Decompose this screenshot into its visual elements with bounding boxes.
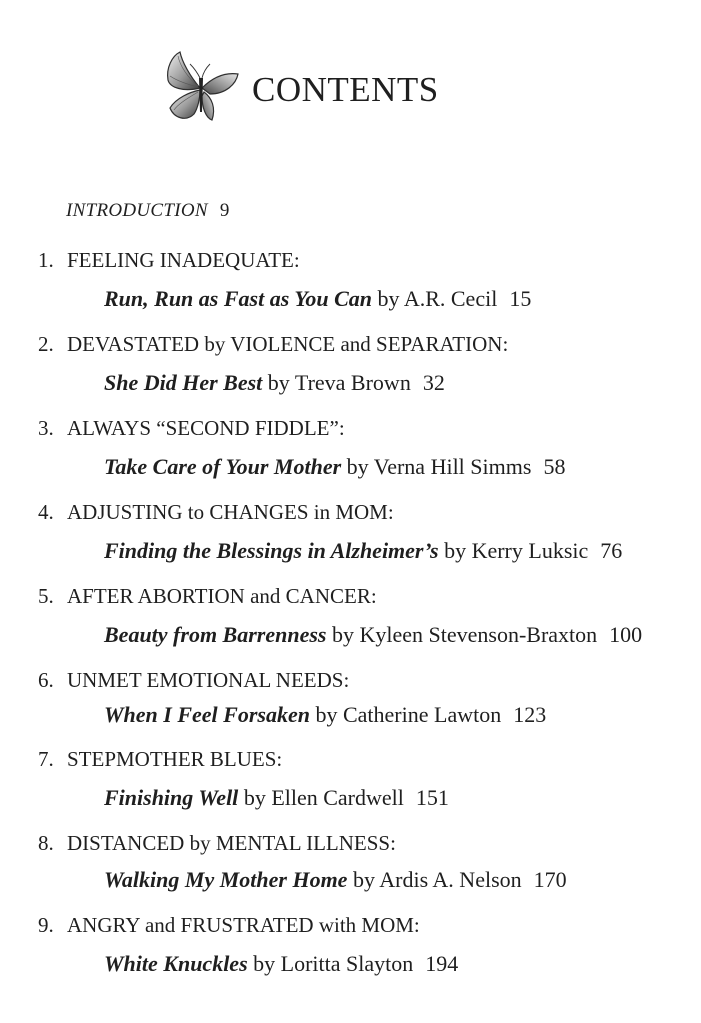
story-title: Beauty from Barrenness xyxy=(104,622,327,647)
page-number: 151 xyxy=(415,785,449,810)
page-number: 76 xyxy=(600,538,623,563)
author-name: Kerry Luksic xyxy=(471,538,589,563)
introduction-label: INTRODUCTION xyxy=(66,200,208,221)
page-title: CONTENTS xyxy=(252,70,439,109)
entry-category xyxy=(38,500,394,525)
entry-number: 3. xyxy=(38,416,54,440)
by-text: by xyxy=(315,702,338,727)
entry-story-line xyxy=(104,867,567,893)
entry-story-line xyxy=(104,785,449,811)
entry-category-text: DEVASTATED by VIOLENCE and SEPARATION: xyxy=(67,332,509,356)
entry-category xyxy=(38,332,508,357)
author-name: Catherine Lawton xyxy=(342,702,502,727)
author-name: A.R. Cecil xyxy=(403,286,498,311)
story-title: When I Feel Forsaken xyxy=(104,702,310,727)
page-number: 15 xyxy=(509,286,532,311)
entry-number: 6. xyxy=(38,668,54,692)
by-text: by xyxy=(243,785,266,810)
entry-category-text: UNMET EMOTIONAL NEEDS: xyxy=(67,668,350,692)
page-number: 123 xyxy=(513,702,547,727)
entry-number: 1. xyxy=(38,248,54,272)
author-name: Treva Brown xyxy=(294,370,411,395)
entry-story-line xyxy=(104,702,546,728)
entry-story-line xyxy=(104,622,642,648)
by-text: by xyxy=(331,622,354,647)
by-text: by xyxy=(377,286,400,311)
author-name: Verna Hill Simms xyxy=(373,454,532,479)
entry-number: 9. xyxy=(38,913,54,937)
entry-category-text: ALWAYS “SECOND FIDDLE”: xyxy=(67,416,345,440)
story-title: Take Care of Your Mother xyxy=(104,454,342,479)
story-title: Finding the Blessings in Alzheimer’s xyxy=(104,538,439,563)
by-text: by xyxy=(267,370,290,395)
story-title: Finishing Well xyxy=(104,785,239,810)
entry-category-text: STEPMOTHER BLUES: xyxy=(67,747,283,771)
entry-story-line xyxy=(104,286,531,312)
page-number: 170 xyxy=(533,867,567,892)
entry-category xyxy=(38,416,345,441)
story-title: White Knuckles xyxy=(104,951,248,976)
entry-category-text: AFTER ABORTION and CANCER: xyxy=(67,584,377,608)
author-name: Loritta Slayton xyxy=(280,951,414,976)
entry-number: 7. xyxy=(38,747,54,771)
entry-category xyxy=(38,913,420,938)
entry-category-text: DISTANCED by MENTAL ILLNESS: xyxy=(67,831,396,855)
entry-number: 4. xyxy=(38,500,54,524)
entry-story-line xyxy=(104,370,445,396)
story-title: Run, Run as Fast as You Can xyxy=(104,286,373,311)
story-title: Walking My Mother Home xyxy=(104,867,348,892)
by-text: by xyxy=(352,867,375,892)
toc-introduction[interactable] xyxy=(66,200,229,222)
page-number: 100 xyxy=(609,622,643,647)
entry-number: 5. xyxy=(38,584,54,608)
page-number: 32 xyxy=(422,370,445,395)
entry-category xyxy=(38,584,377,609)
by-text: by xyxy=(444,538,467,563)
entry-category-text: ANGRY and FRUSTRATED with MOM: xyxy=(67,913,420,937)
entry-number: 8. xyxy=(38,831,54,855)
entry-category xyxy=(38,668,349,693)
introduction-page-number: 9 xyxy=(219,200,230,221)
entry-category xyxy=(38,248,300,273)
entry-story-line xyxy=(104,454,565,480)
butterfly-icon xyxy=(160,48,242,128)
author-name: Ellen Cardwell xyxy=(271,785,404,810)
entry-number: 2. xyxy=(38,332,54,356)
entry-story-line xyxy=(104,538,622,564)
page-number: 58 xyxy=(543,454,566,479)
entry-category xyxy=(38,747,282,772)
entry-category-text: FEELING INADEQUATE: xyxy=(67,248,300,272)
page-number: 194 xyxy=(425,951,459,976)
by-text: by xyxy=(253,951,276,976)
entry-category-text: ADJUSTING to CHANGES in MOM: xyxy=(67,500,394,524)
author-name: Kyleen Stevenson-Braxton xyxy=(359,622,598,647)
by-text: by xyxy=(346,454,369,479)
entry-category xyxy=(38,831,396,856)
entry-story-line xyxy=(104,951,458,977)
author-name: Ardis A. Nelson xyxy=(379,867,522,892)
contents-header xyxy=(160,46,480,128)
story-title: She Did Her Best xyxy=(104,370,263,395)
